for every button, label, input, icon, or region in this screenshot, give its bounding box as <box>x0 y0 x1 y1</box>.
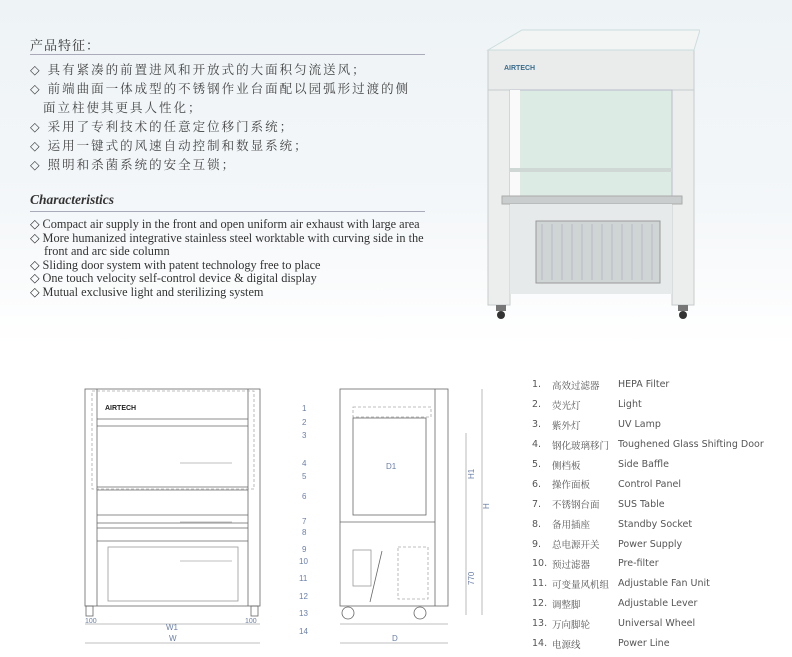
legend-cn: 总电源开关 <box>552 540 600 552</box>
dim-label: D <box>392 634 398 643</box>
callout-6: 6 <box>302 492 307 501</box>
legend-cn: 万向脚轮 <box>552 619 591 631</box>
legend-n: 6. <box>532 478 542 490</box>
features-cn-title: 产品特征： <box>30 39 101 54</box>
legend-en: Adjustable Fan Unit <box>618 578 710 590</box>
legend-row <box>532 534 764 554</box>
features-en-list <box>30 218 430 300</box>
side-view <box>340 389 482 643</box>
legend-n: 9. <box>532 538 542 550</box>
legend-cn: 侧档板 <box>552 460 581 472</box>
legend-n: 1. <box>532 379 542 391</box>
feature-en-item: ◇ Sliding door system with patent technology free to place <box>30 257 321 272</box>
legend-cn: 高效过滤器 <box>552 380 600 392</box>
callout-1: 1 <box>302 404 307 413</box>
legend-en: UV Lamp <box>618 419 661 431</box>
callout-14: 14 <box>299 627 308 636</box>
dim-label: 770 <box>467 571 476 585</box>
feature-cn-item: ◇ 采用了专利技术的任意定位移门系统； <box>30 119 295 134</box>
legend-row <box>532 514 764 534</box>
feature-en-item: ◇ One touch velocity self-control device & digital display <box>30 271 317 286</box>
feature-cn-item: ◇ 运用一键式的风速自动控制和数显系统； <box>30 138 309 153</box>
legend-n: 11. <box>532 578 548 590</box>
callout-9: 9 <box>302 545 307 554</box>
photo-brand-logo: AIRTECH <box>504 65 536 72</box>
dim-label: W <box>169 634 177 643</box>
callout-3: 3 <box>302 431 307 440</box>
dim-label: D1 <box>386 462 397 471</box>
parts-legend <box>532 375 764 653</box>
callout-8: 8 <box>302 528 307 537</box>
technical-drawings <box>60 375 500 657</box>
legend-row <box>532 415 764 435</box>
callout-10: 10 <box>299 557 308 566</box>
legend-n: 5. <box>532 459 542 470</box>
drawing-brand-logo: AIRTECH <box>105 405 137 412</box>
legend-row <box>532 634 764 654</box>
legend-cn: 可变量风机组 <box>552 579 610 591</box>
callout-5: 5 <box>302 472 307 481</box>
legend-en: Universal Wheel <box>618 618 696 630</box>
dim-label: 100 <box>245 618 257 625</box>
legend-n: 8. <box>532 518 542 530</box>
legend-cn: 操作面板 <box>552 480 591 492</box>
legend-n: 14. <box>532 638 548 650</box>
callout-13: 13 <box>299 609 308 618</box>
front-view <box>85 389 260 643</box>
legend-n: 7. <box>532 498 542 510</box>
legend-cn: 调整脚 <box>552 599 581 611</box>
legend-cn: 紫外灯 <box>552 420 581 432</box>
legend-row <box>532 455 764 475</box>
feature-cn-item: 面立柱使其更具人性化； <box>43 100 203 115</box>
legend-en: Control Panel <box>618 478 681 490</box>
divider <box>30 54 425 55</box>
legend-en: Power Line <box>618 638 670 650</box>
callout-7: 7 <box>302 517 307 526</box>
legend-en: Pre-filter <box>618 558 659 570</box>
feature-cn-item: ◇ 具有紧凑的前置进风和开放式的大面积匀流送风； <box>30 62 367 77</box>
legend-cn: 荧光灯 <box>552 400 581 412</box>
features-cn-list <box>30 60 410 174</box>
legend-n: 10. <box>532 558 548 570</box>
legend-n: 13. <box>532 618 548 630</box>
callout-4: 4 <box>302 459 307 468</box>
legend-en: Light <box>618 399 642 411</box>
features-en-title: Characteristics <box>30 192 115 207</box>
feature-en-item: ◇ Compact air supply in the front and open uniform air exhaust with large area <box>30 217 420 231</box>
legend-cn: 钢化玻璃移门 <box>552 440 610 452</box>
legend-en: Power Supply <box>618 538 683 550</box>
legend-cn: 备用插座 <box>552 520 591 532</box>
feature-en-item: ◇ Mutual exclusive light and sterilizing system <box>30 284 264 299</box>
legend-row <box>532 375 764 395</box>
legend-en: Toughened Glass Shifting Door <box>618 439 764 451</box>
dim-label: H <box>482 503 491 509</box>
legend-cn: 预过滤器 <box>552 559 591 571</box>
product-photo <box>482 28 700 328</box>
callout-11: 11 <box>299 574 308 583</box>
divider <box>30 211 425 212</box>
legend-en: HEPA Filter <box>618 379 670 391</box>
legend-n: 12. <box>532 598 548 610</box>
legend-n: 3. <box>532 419 542 431</box>
legend-n: 2. <box>532 399 542 411</box>
legend-n: 4. <box>532 439 542 451</box>
legend-en: SUS Table <box>618 498 665 510</box>
legend-en: Adjustable Lever <box>618 598 698 610</box>
legend-row <box>532 474 764 494</box>
legend-row <box>532 494 764 514</box>
feature-cn-item: ◇ 照明和杀菌系统的安全互锁； <box>30 157 237 172</box>
legend-row <box>532 435 764 455</box>
legend-row <box>532 594 764 614</box>
legend-cn: 电源线 <box>552 639 581 651</box>
callout-12: 12 <box>299 592 308 601</box>
legend-row <box>532 614 764 634</box>
legend-cn: 不锈钢台面 <box>552 500 600 512</box>
dim-label: 100 <box>85 618 97 625</box>
feature-cn-item: ◇ 前端曲面一体成型的不锈钢作业台面配以园弧形过渡的侧 <box>30 81 411 96</box>
legend-row <box>532 574 764 594</box>
dim-label: H1 <box>467 468 476 479</box>
callout-2: 2 <box>302 418 307 427</box>
legend-row <box>532 395 764 415</box>
legend-en: Standby Socket <box>618 518 693 530</box>
dim-label: W1 <box>166 623 178 632</box>
legend-en: Side Baffle <box>618 459 669 470</box>
feature-en-item: ◇ More humanized integrative stainless steel worktable with curving side in the front and arc side column <box>30 230 424 259</box>
legend-row <box>532 554 764 574</box>
